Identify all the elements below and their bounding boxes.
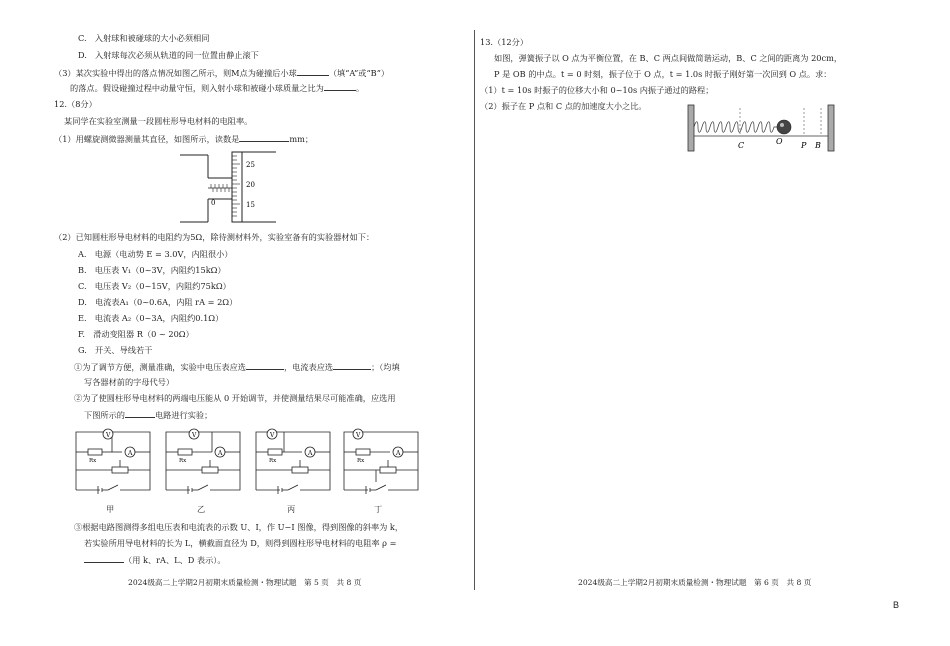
q12-sub1-line2: 写各器材前的字母代号） [84, 377, 175, 387]
answer-blank[interactable] [246, 361, 284, 370]
ammeter-label: A [308, 450, 313, 457]
point-p-label: P [801, 141, 807, 150]
spring-oscillator-figure [688, 105, 836, 155]
equipment-item: E. 电流表 A₂（0~3A，内阻约0.1Ω） [78, 313, 224, 323]
right-page [476, 0, 950, 646]
q11-part3-line1: （3）某次实验中得出的落点情况如图乙所示，则M点为碰撞后小球 （填“A”或“B”） [54, 68, 390, 78]
resistor-label: Rx [89, 458, 97, 464]
answer-blank[interactable] [84, 554, 124, 563]
answer-blank[interactable] [333, 361, 371, 370]
point-c-label: C [738, 141, 745, 150]
equipment-item: B. 电压表 V₁（0~3V，内阻约15kΩ） [78, 265, 226, 275]
answer-blank[interactable] [239, 133, 289, 142]
q11-option-d: D. 入射球每次必须从轨道的同一位置由静止滚下 [78, 50, 259, 60]
corner-mark: B [893, 600, 900, 610]
point-b-label: B [815, 141, 821, 150]
q12-sub3-line3: （用 k、rA、L、D 表示）。 [84, 554, 226, 566]
q13-header: 13.（12分） [480, 37, 529, 47]
equipment-item: C. 电压表 V₂（0~15V，内阻约75kΩ） [78, 281, 231, 291]
circuit-ding [340, 426, 422, 498]
q13-text-line1: 如图，弹簧振子以 O 点为平衡位置，在 B、C 两点间做简谐运动，B、C 之间的距离为 20cm， [494, 53, 843, 63]
resistor-label: Rx [357, 458, 365, 464]
q12-sub3-line2: 若实验所用导电材料的长为 L，横截面直径为 D，则得到圆柱形导电材料的电阻率 ρ = [84, 538, 397, 548]
voltmeter-label: V [192, 432, 197, 439]
q11-option-c: C. 入射球和被碰球的大小必须相同 [78, 33, 210, 43]
equipment-item: A. 电源（电动势 E = 3.0V，内阻很小） [78, 249, 233, 259]
ammeter-label: A [128, 450, 133, 457]
circuit-label-ding: 丁 [374, 504, 383, 514]
page-divider [474, 30, 475, 590]
circuit-label-yi: 乙 [197, 504, 206, 514]
micrometer-tick-label: 20 [246, 181, 255, 189]
q12-sub1-line1: ①为了调节方便，测量准确，实验中电压表应选 ，电流表应选 ；（均填 [74, 362, 400, 372]
equipment-item: F. 滑动变阻器 R（0 ~ 20Ω） [78, 329, 194, 339]
circuit-label-bing: 丙 [287, 504, 296, 514]
answer-blank[interactable] [324, 82, 356, 91]
ammeter-label: A [218, 450, 223, 457]
micrometer-tick-label: 15 [246, 201, 255, 209]
q12-part2: （2）已知圆柱形导电材料的电阻约为5Ω，除待测材料外，实验室备有的实验器材如下： [54, 232, 375, 242]
q12-part1: （1）用螺旋测微器测量其直径，如图所示，读数是 mm； [54, 134, 314, 144]
circuit-yi [162, 426, 244, 498]
q12-header: 12.（8分） [54, 99, 97, 109]
q12-intro: 某同学在实验室测量一段圆柱形导电材料的电阻率。 [64, 116, 253, 126]
point-o-label: O [776, 137, 783, 146]
answer-blank[interactable] [297, 67, 329, 76]
circuit-bing [252, 426, 334, 498]
q13-text-line2: P 是 OB 的中点。t = 0 时刻，振子位于 O 点，t = 1.0s 时振子刚好第一次回到 O 点。求： [494, 69, 832, 79]
resistor-label: Rx [179, 458, 187, 464]
page-footer: 2024级高二上学期2月初期末质量检测・物理试题 第 6 页 共 8 页 [578, 578, 812, 587]
equipment-item: D. 电流表A₁（0~0.6A，内阻 rA = 2Ω） [78, 297, 238, 307]
answer-blank[interactable] [125, 409, 155, 418]
ammeter-label: A [396, 450, 401, 457]
q13-question1: （1）t = 10s 时振子的位移大小和 0~10s 内振子通过的路程； [480, 85, 714, 95]
voltmeter-label: V [270, 432, 275, 439]
resistor-label: Rx [269, 458, 277, 464]
q12-sub2-line1: ②为了使圆柱形导电材料的两端电压能从 0 开始调节，并使测量结果尽可能准确，应选用 [74, 393, 396, 403]
micrometer-figure [180, 150, 290, 224]
q12-sub2-line2: 下图所示的 电路进行实验； [84, 410, 213, 420]
q11-part3-line2: 的落点。假设碰撞过程中动量守恒，则入射小球和被碰小球质量之比为 。 [70, 83, 365, 93]
circuit-jia [72, 426, 154, 498]
page-footer: 2024级高二上学期2月初期末质量检测・物理试题 第 5 页 共 8 页 [128, 578, 362, 587]
equipment-item: G. 开关、导线若干 [78, 345, 153, 355]
circuit-label-jia: 甲 [106, 504, 115, 514]
micrometer-tick-label: 0 [211, 199, 216, 207]
q12-sub3-line1: ③根据电路图测得多组电压表和电流表的示数 U、I，作 U−I 图像，得到图像的斜率为 k， [74, 522, 404, 532]
micrometer-tick-label: 25 [246, 161, 255, 169]
left-page [0, 0, 474, 646]
q13-question2: （2）振子在 P 点和 C 点的加速度大小之比。 [480, 101, 647, 111]
voltmeter-label: V [356, 432, 361, 439]
voltmeter-label: V [106, 432, 111, 439]
